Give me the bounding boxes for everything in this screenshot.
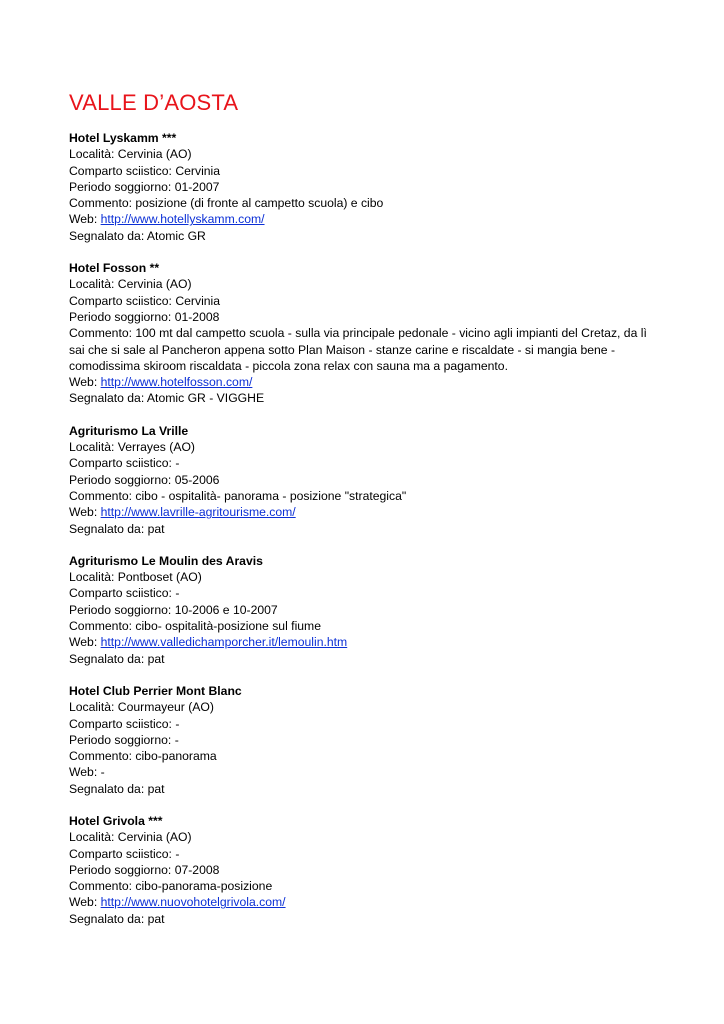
entry-web [69, 211, 669, 227]
entry-commento: Commento: cibo-panorama-posizione [69, 879, 273, 894]
entry-web [69, 374, 669, 390]
entry-web-link[interactable]: http://www.valledichamporcher.it/lemoulin.htm [100, 635, 348, 650]
entry-commento: Commento: posizione (di fronte al campetto scuola) e cibo [69, 196, 384, 211]
page-title: VALLE D’AOSTA [69, 90, 239, 115]
document-page [69, 88, 669, 943]
entry-web [69, 504, 669, 520]
entry-localita: Località: Cervinia (AO) [69, 830, 192, 845]
entry-periodo: Periodo soggiorno: 01-2008 [69, 309, 220, 324]
entry-comparto: Comparto sciistico: - [69, 846, 180, 861]
entry-commento: Commento: cibo - ospitalità- panorama - posizione "strategica" [69, 488, 407, 503]
entry-localita: Località: Courmayeur (AO) [69, 700, 214, 715]
entry-localita: Località: Cervinia (AO) [69, 147, 192, 162]
entry-comparto: Comparto sciistico: Cervinia [69, 163, 221, 178]
entry-localita: Località: Cervinia (AO) [69, 277, 192, 292]
entry-segnalato: Segnalato da: pat [69, 651, 165, 666]
hotel-entry [69, 683, 669, 797]
entry-segnalato: Segnalato da: pat [69, 781, 165, 796]
entry-name: Hotel Fosson ** [69, 261, 160, 276]
entry-comparto: Comparto sciistico: Cervinia [69, 293, 221, 308]
hotel-entry [69, 553, 669, 667]
entry-segnalato: Segnalato da: Atomic GR - VIGGHE [69, 391, 265, 406]
entry-web-label: Web: [69, 212, 101, 227]
entry-name: Hotel Club Perrier Mont Blanc [69, 683, 242, 698]
entry-web-link[interactable]: http://www.lavrille-agritourisme.com/ [100, 505, 296, 520]
entry-web-label: Web: [69, 505, 101, 520]
entry-name: Agriturismo Le Moulin des Aravis [69, 553, 263, 568]
entry-web: Web: - [69, 765, 105, 780]
entry-segnalato: Segnalato da: Atomic GR [69, 228, 206, 243]
entry-name: Hotel Grivola *** [69, 813, 163, 828]
entry-commento: Commento: cibo-panorama [69, 749, 217, 764]
entry-localita: Località: Verrayes (AO) [69, 440, 195, 455]
entry-periodo: Periodo soggiorno: 05-2006 [69, 472, 220, 487]
entry-comparto: Comparto sciistico: - [69, 456, 180, 471]
entry-web-link[interactable]: http://www.hotellyskamm.com/ [100, 212, 265, 227]
entry-segnalato: Segnalato da: pat [69, 911, 165, 926]
hotel-entry [69, 260, 669, 407]
hotel-entry [69, 423, 669, 537]
entry-commento: Commento: cibo- ospitalità-posizione sul fiume [69, 619, 321, 634]
entry-localita: Località: Pontboset (AO) [69, 570, 202, 585]
entry-name: Agriturismo La Vrille [69, 423, 189, 438]
entry-periodo: Periodo soggiorno: - [69, 732, 179, 747]
entry-web-label: Web: [69, 895, 101, 910]
entry-periodo: Periodo soggiorno: 07-2008 [69, 862, 220, 877]
hotel-entry [69, 130, 669, 244]
entry-commento: Commento: 100 mt dal campetto scuola - sulla via principale pedonale - vicino agli impianti del Cretaz, da lì sai che si sale al Pancheron appena sotto Plan Maison - stanze carine e riscaldate - si mangia bene - comodissima skiroom riscaldata - piccola zona relax con sauna ma a pagamento. [69, 326, 647, 373]
entry-web [69, 894, 669, 910]
entry-periodo: Periodo soggiorno: 10-2006 e 10-2007 [69, 602, 278, 617]
hotel-entry [69, 813, 669, 927]
entry-name: Hotel Lyskamm *** [69, 131, 177, 145]
entry-web-link[interactable]: http://www.hotelfosson.com/ [100, 375, 253, 390]
entry-comparto: Comparto sciistico: - [69, 716, 180, 731]
entry-comparto: Comparto sciistico: - [69, 586, 180, 601]
entry-web-label: Web: [69, 375, 101, 390]
entry-web-label: Web: [69, 635, 101, 650]
entry-periodo: Periodo soggiorno: 01-2007 [69, 179, 220, 194]
entry-web [69, 634, 669, 650]
entry-web-link[interactable]: http://www.nuovohotelgrivola.com/ [100, 895, 286, 910]
entry-segnalato: Segnalato da: pat [69, 521, 165, 536]
